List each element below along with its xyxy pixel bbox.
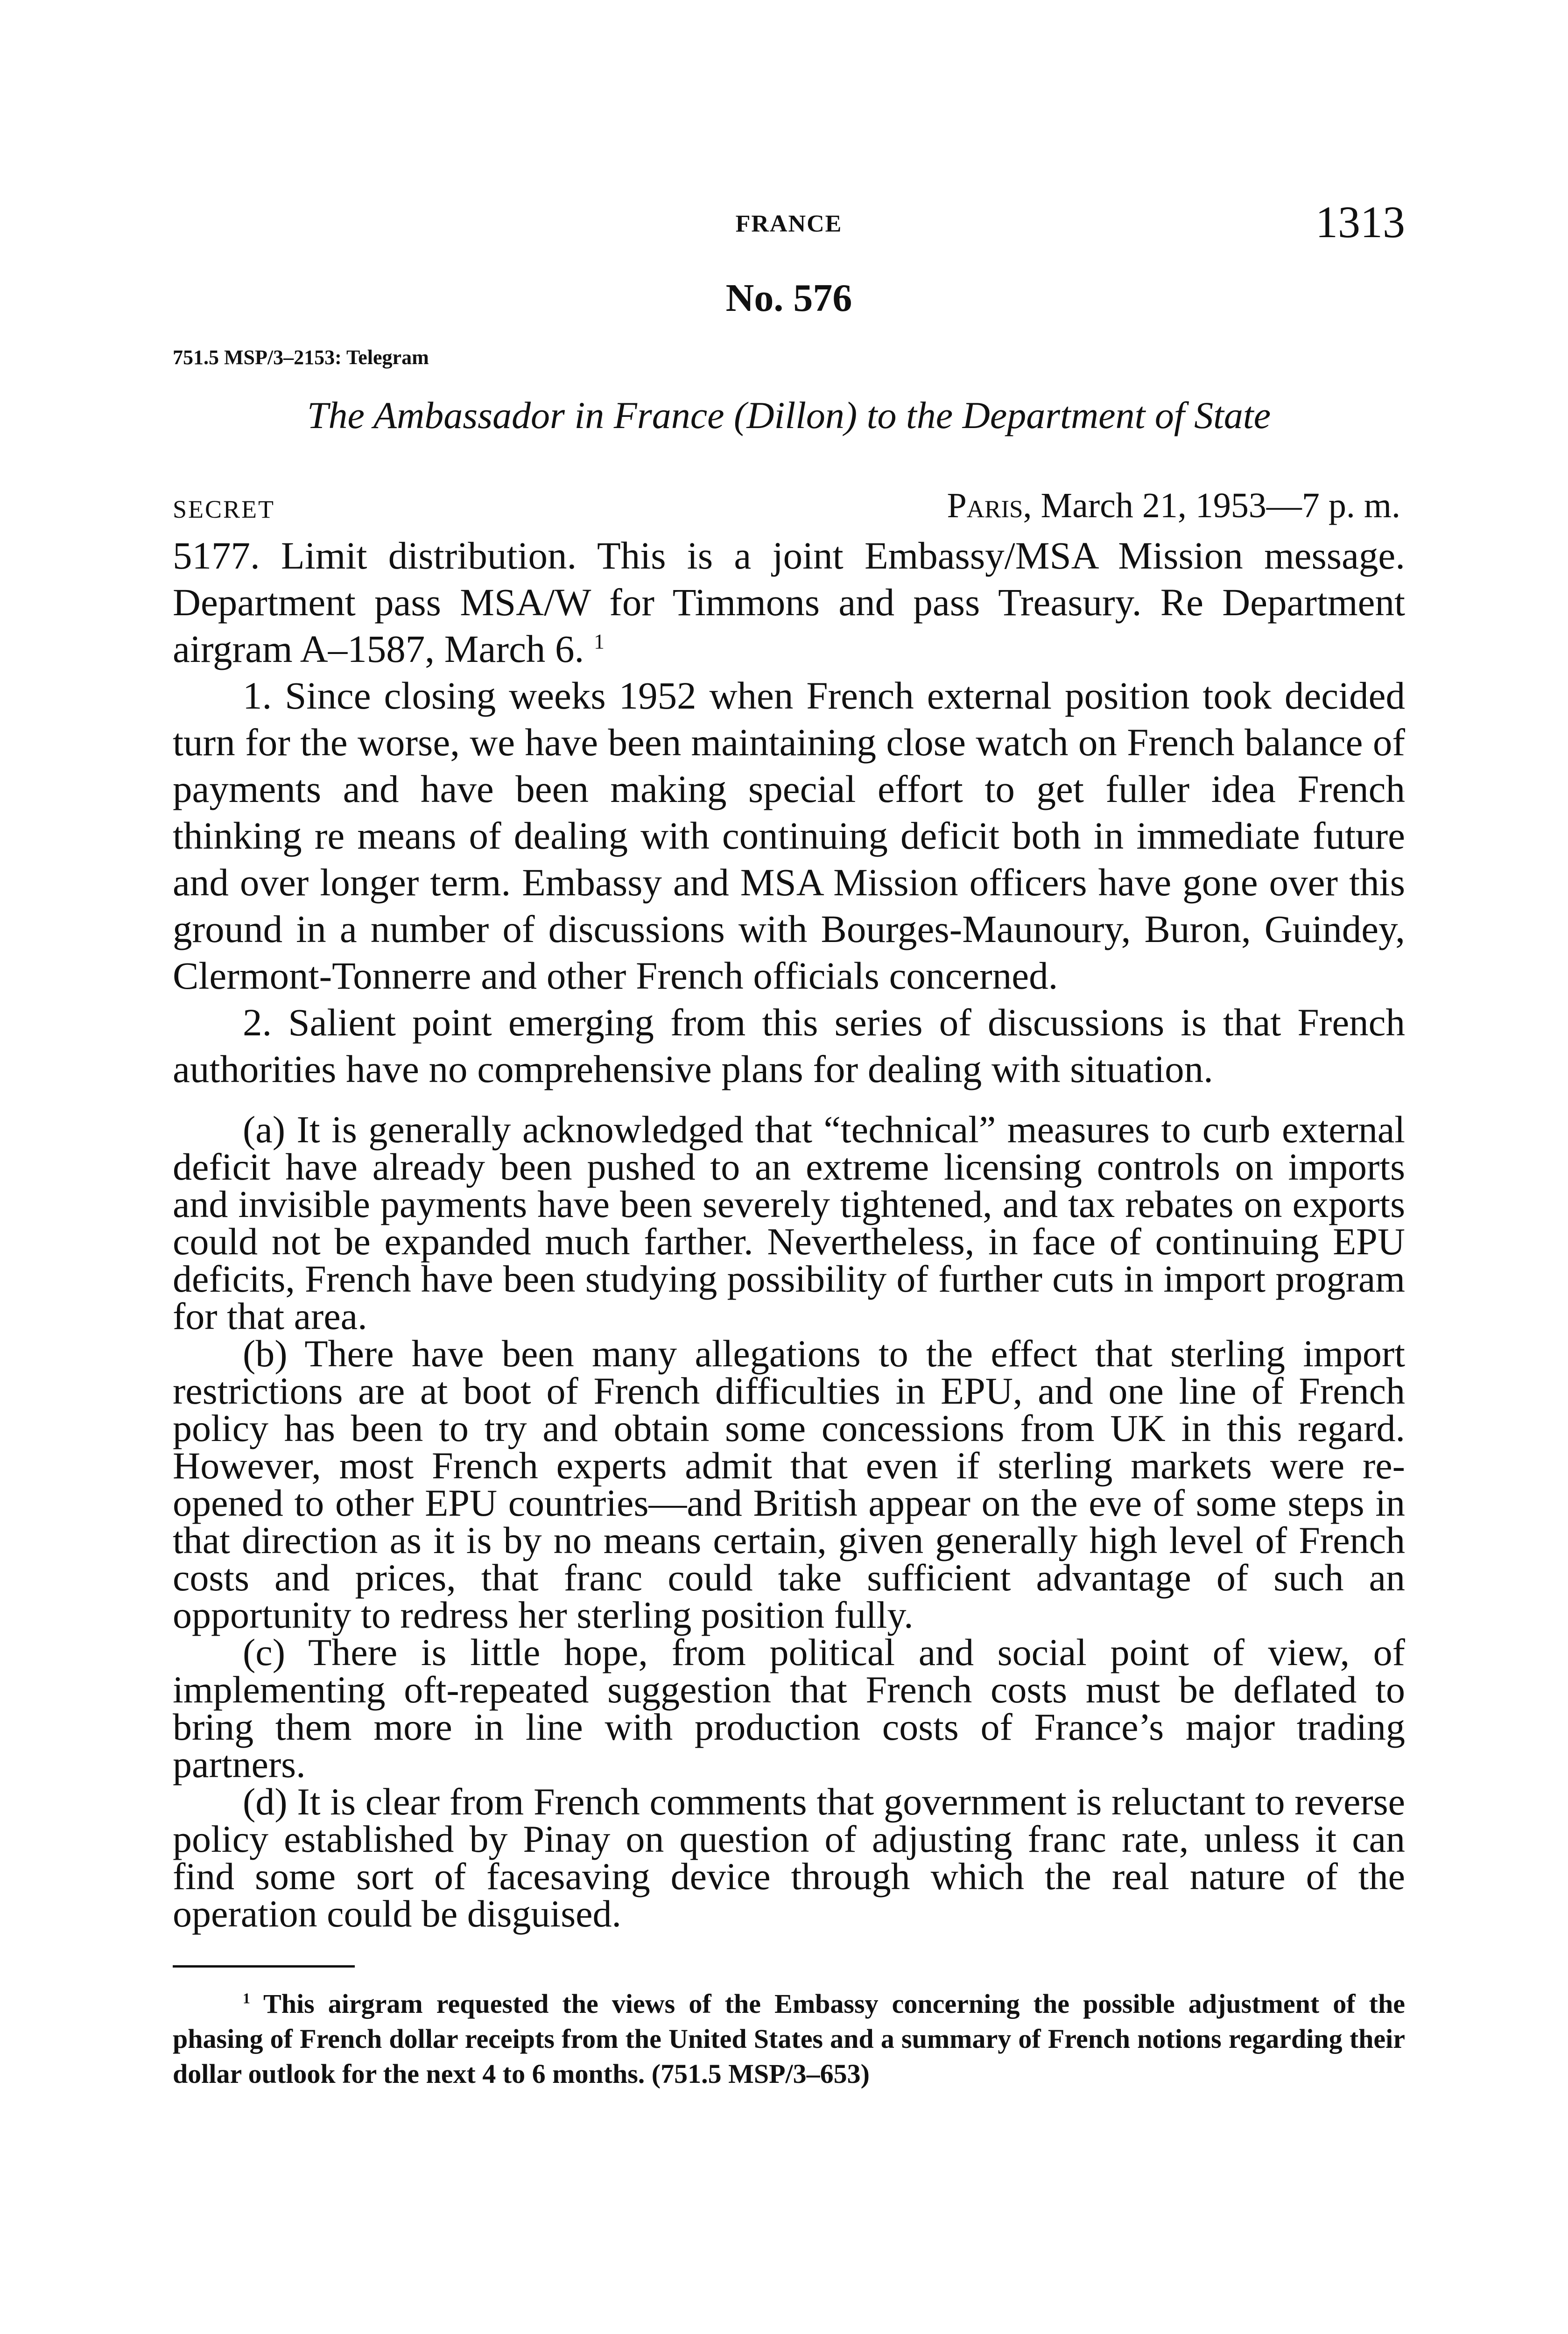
subparagraph-d: (d) It is clear from French comments that government is reluctant to reverse policy established by Pinay on question of adjusting franc rate, unless it can find some sort of facesaving device through which the real nature of the operation could be disguised. — [173, 1780, 1405, 1935]
paragraph-message-intro — [173, 532, 1405, 672]
classification: SECRET — [173, 495, 275, 523]
paragraph-2: 2. Salient point emerging from this series of discussions is that French authorities have no comprehensive plans for dealing with situation. — [173, 1001, 1405, 1090]
dateline — [173, 485, 1405, 532]
page-number: 1313 — [1315, 197, 1405, 247]
running-title: FRANCE — [735, 211, 843, 237]
running-head — [173, 187, 1405, 257]
subparagraph-a: (a) It is generally acknowledged that “technical” measures to curb external deficit have already been pushed to an extreme licensing controls on imports and invisible payments have been severely tightened, and tax rebates on exports could not be expanded much farther. Nevertheless, in face of continuing EPU deficits, French have been studying possibility of further cuts in import program for that area. — [173, 1108, 1405, 1337]
document-number: No. 576 — [725, 276, 852, 320]
footnote — [173, 1986, 1405, 2091]
place-date — [947, 485, 1401, 526]
place: Paris — [947, 486, 1023, 525]
subparagraph-b: (b) There have been many allegations to the effect that sterling import restrictions are at boot of French difficulties in EPU, and one line of French policy has been to try and obtain some concessions from UK in this regard. However, most French experts admit that even if sterling markets were re-opened to other EPU countries—and British appear on the eve of some steps in that direction as it is by no means certain, given generally high level of French costs and prices, that franc could take sufficient advantage of such an opportunity to redress her sterling position fully. — [173, 1332, 1405, 1636]
footnote-text: This airgram requested the views of the Embassy concerning the possible adjustment of the phasing of French dollar receipts from the United States and a summary of French notions regarding their dollar outlook for the next 4 to 6 months. (751.5 MSP/3–653) — [173, 1989, 1405, 2089]
file-reference: 751.5 MSP/3–2153: Telegram — [173, 346, 429, 369]
paragraph-1: 1. Since closing weeks 1952 when French external position took decided turn for the worse, we have been maintaining close watch on French balance of payments and have been making special effort to get fuller idea French thinking re means of dealing with continuing deficit both in immediate future and over longer term. Embassy and MSA Mission officers have gone over this ground in a number of discussions with Bourges-Maunoury, Buron, Guindey, Clermont-Tonnerre and other French officials concerned. — [173, 674, 1405, 997]
footnote-marker: 1 — [243, 1990, 250, 2007]
footnote-divider — [173, 1965, 355, 1968]
date: , March 21, 1953—7 p. m. — [1023, 486, 1400, 525]
document-page — [173, 187, 1405, 2091]
subparagraph-c: (c) There is little hope, from political and social point of view, of implementing oft-repeated suggestion that French costs must be deflated to bring them more in line with production costs of France’s major trading partners. — [173, 1631, 1405, 1786]
footnote-reference: 1 — [594, 629, 605, 654]
document-title: The Ambassador in France (Dillon) to the Department of State — [307, 394, 1271, 436]
paragraph-message-intro-text: 5177. Limit distribution. This is a joint Embassy/MSA Mission message. Department pass MSA/W for Timmons and pass Treasury. Re Department airgram A–1587, March 6. — [173, 534, 1405, 670]
